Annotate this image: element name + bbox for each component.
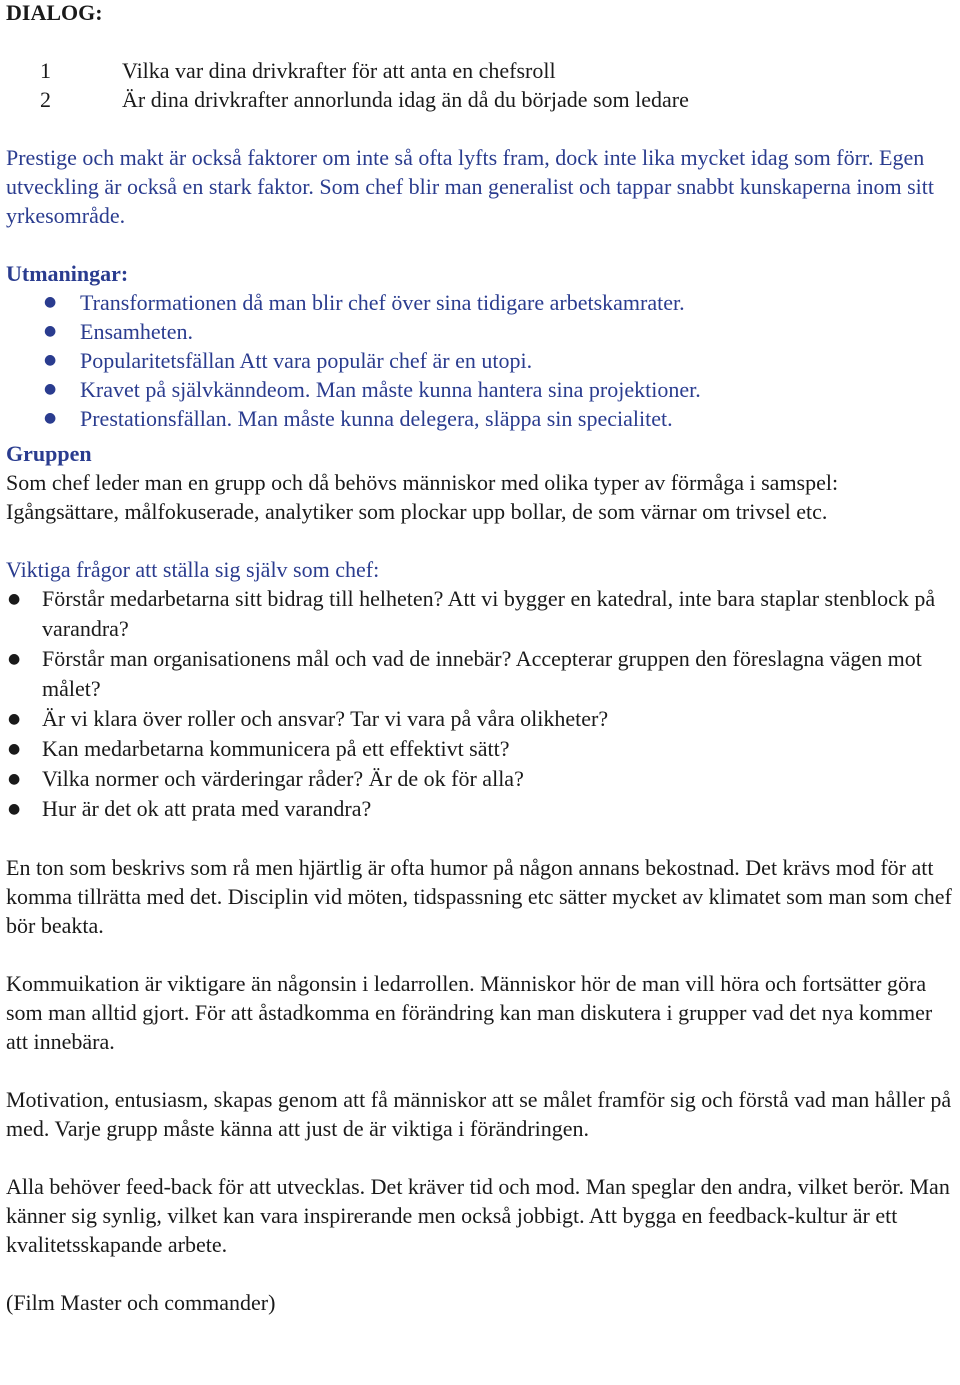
- important-question-item: [6, 704, 954, 734]
- important-question-text: Vilka normer och värderingar råder? Är de ok för alla?: [42, 766, 524, 791]
- important-question-text: Förstår medarbetarna sitt bidrag till helheten? Att vi bygger en katedral, inte bara staplar stenblock på varandra?: [42, 586, 936, 641]
- challenge-item: [6, 375, 954, 404]
- important-question-item: [6, 584, 954, 644]
- footer-note: (Film Master och commander): [6, 1290, 276, 1315]
- bullet-icon: ●: [44, 381, 57, 397]
- bullet-icon: ●: [44, 410, 57, 426]
- bullet-icon: ●: [44, 352, 57, 368]
- important-question-text: Förstår man organisationens mål och vad de innebär? Accepterar gruppen den föreslagna vägen mot målet?: [42, 646, 922, 701]
- bullet-icon: ●: [8, 591, 21, 607]
- important-question-text: Är vi klara över roller och ansvar? Tar vi vara på våra olikheter?: [42, 706, 609, 731]
- challenges-heading: Utmaningar:: [6, 261, 129, 286]
- question-list: [6, 56, 954, 114]
- bullet-icon: ●: [8, 711, 21, 727]
- challenges-list: [6, 288, 954, 433]
- challenge-text: Kravet på självkänndeom. Man måste kunna hantera sina projektioner.: [80, 377, 701, 402]
- challenge-item: [6, 288, 954, 317]
- group-heading: Gruppen: [6, 441, 92, 466]
- challenge-text: Prestationsfällan. Man måste kunna delegera, släppa sin specialitet.: [80, 406, 673, 431]
- intro-paragraph: Prestige och makt är också faktorer om inte så ofta lyfts fram, dock inte lika mycket idag som förr. Egen utveckling är också en stark faktor. Som chef blir man generalist och tappar snabbt kunskaperna inom sitt yrkesområde.: [6, 145, 935, 228]
- body-paragraph: Kommuikation är viktigare än någonsin i ledarrollen. Människor hör de man vill höra och fortsätter göra som man alltid gjort. För att åstadkomma en förändring kan man diskutera i grupper vad det nya kommer att innebära.: [6, 971, 933, 1054]
- question-number: 1: [40, 58, 51, 83]
- question-number: 2: [40, 87, 51, 112]
- question-text: Är dina drivkrafter annorlunda idag än då du började som ledare: [122, 87, 689, 112]
- challenge-item: [6, 317, 954, 346]
- important-question-item: [6, 764, 954, 794]
- group-paragraph: Som chef leder man en grupp och då behövs människor med olika typer av förmåga i samspel: Igångsättare, målfokuserade, analytiker som plockar upp bollar, de som värnar om trivsel etc.: [6, 470, 839, 524]
- challenge-text: Ensamheten.: [80, 319, 194, 344]
- challenge-text: Transformationen då man blir chef över sina tidigare arbetskamrater.: [80, 290, 685, 315]
- body-paragraph: En ton som beskrivs som rå men hjärtlig är ofta humor på någon annans bekostnad. Det krävs mod för att komma tillrätta med det. Disciplin vid möten, tidspassning etc sätter mycket av klimatet som man som chef bör beakta.: [6, 855, 952, 938]
- body-paragraph: Motivation, entusiasm, skapas genom att få människor att se målet framför sig och förstå vad man håller på med. Varje grupp måste känna att just de är viktiga i förändringen.: [6, 1087, 952, 1141]
- document-title: DIALOG:: [6, 0, 103, 25]
- important-question-text: Hur är det ok att prata med varandra?: [42, 796, 372, 821]
- challenge-item: [6, 404, 954, 433]
- bullet-icon: ●: [8, 651, 21, 667]
- important-questions-heading: Viktiga frågor att ställa sig själv som chef:: [6, 557, 380, 582]
- body-paragraph: Alla behöver feed-back för att utvecklas. Det kräver tid och mod. Man speglar den andra, vilket berör. Man känner sig synlig, vilket kan vara inspirerande men också jobbigt. Att bygga en feedback-kultur är ett kvalitetsskapande arbete.: [6, 1174, 950, 1257]
- challenge-text: Popularitetsfällan Att vara populär chef är en utopi.: [80, 348, 533, 373]
- bullet-icon: ●: [44, 294, 57, 310]
- bullet-icon: ●: [8, 741, 21, 757]
- important-question-item: [6, 644, 954, 704]
- bullet-icon: ●: [8, 801, 21, 817]
- important-questions-list: [6, 584, 954, 824]
- important-question-text: Kan medarbetarna kommunicera på ett effektivt sätt?: [42, 736, 510, 761]
- important-question-item: [6, 734, 954, 764]
- bullet-icon: ●: [8, 771, 21, 787]
- question-item: [6, 56, 954, 85]
- bullet-icon: ●: [44, 323, 57, 339]
- question-item: [6, 85, 954, 114]
- question-text: Vilka var dina drivkrafter för att anta en chefsroll: [122, 58, 556, 83]
- challenge-item: [6, 346, 954, 375]
- important-question-item: [6, 794, 954, 824]
